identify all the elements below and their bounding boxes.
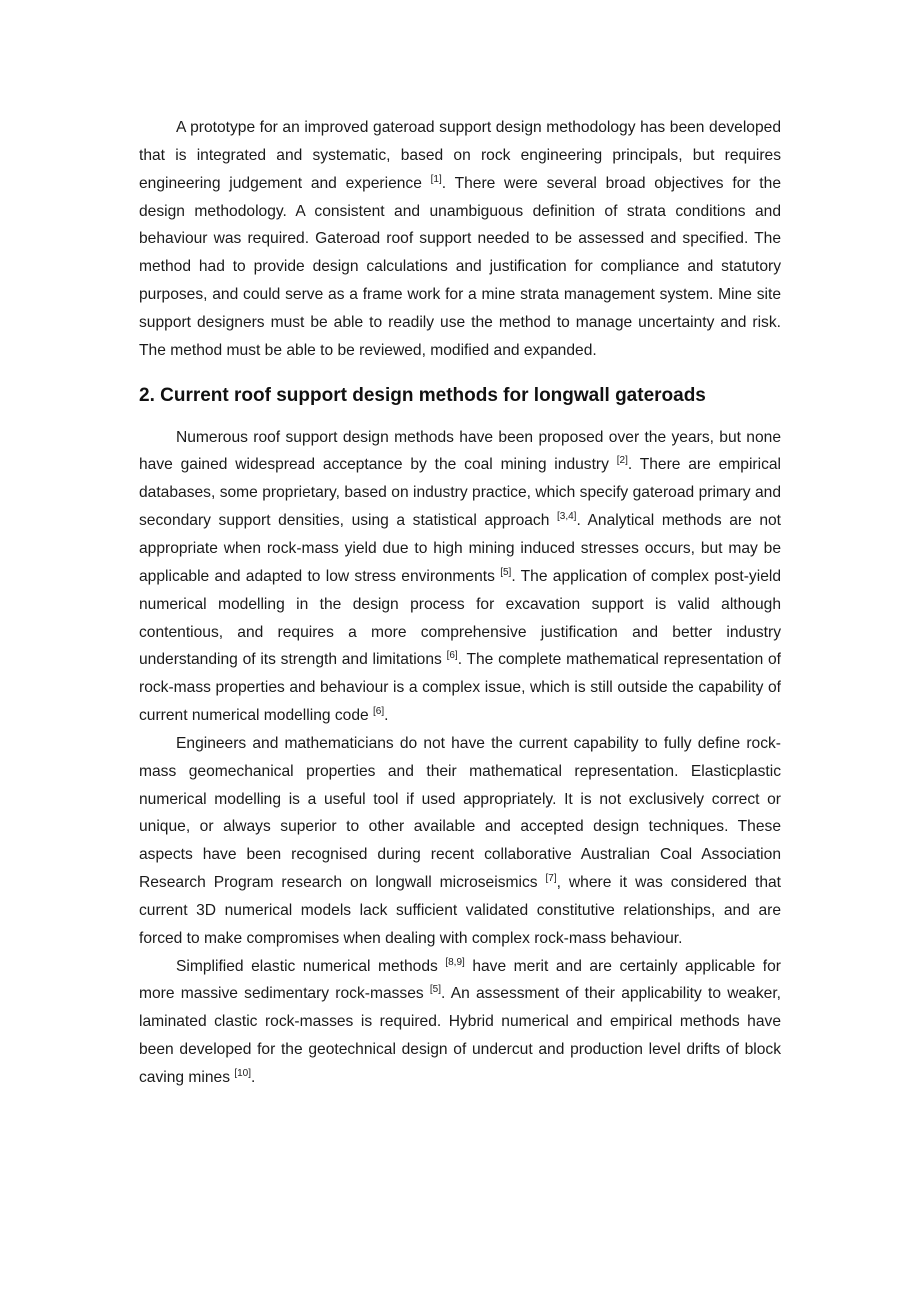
citation-ref: [5] <box>429 984 442 996</box>
paragraph-text: . The complete mathematical representation of rock-mass properties and behaviour is a complex issue, which is still outside the capability of current numerical modelling code <box>139 651 781 725</box>
paragraph-text: , where it was considered that current 3D numerical models lack sufficient validated constitutive relationships, and are forced to make compromises when dealing with complex rock-mass behaviour. <box>139 874 782 947</box>
section-heading: 2. Current roof support design methods for longwall gateroads <box>139 384 706 406</box>
paragraph-text: Simplified elastic numerical methods <box>176 957 446 975</box>
section2-paragraph-1 <box>139 424 781 730</box>
intro-text-a: A prototype for an improved gateroad support design methodology has been developed that is integrated and systematic, based on rock engineering principals, but requires engineering judgement and experience <box>139 119 781 192</box>
paragraph-text: Numerous roof support design methods have been proposed over the years, but none have gained widespread acceptance by the coal mining industry <box>139 428 781 474</box>
citation-ref: [6] <box>446 650 458 662</box>
citation-ref: [3,4] <box>556 511 577 523</box>
citation-ref: [5] <box>500 566 512 578</box>
paragraph-text: . There are empirical databases, some proprietary, based on industry practice, which specify gateroad primary and secondary support densities, using a statistical approach <box>139 456 782 530</box>
paragraph-text: . Analytical methods are not appropriate when rock-mass yield due to high mining induced stresses occurs, but may be applicable and adapted to low stress environments <box>139 512 781 585</box>
citation-ref: [10] <box>234 1068 252 1079</box>
intro-paragraph <box>139 114 781 365</box>
citation-ref: [2] <box>616 455 628 467</box>
paragraph-text: . <box>384 707 389 725</box>
section2-paragraph-2 <box>139 730 781 953</box>
paragraph-text: Engineers and mathematicians do not have the current capability to fully define rock-mass geomechanical properties and their mathematical representation. Elasticplastic numerical modelling is a useful tool if used appropriately. It is not exclusively correct or unique, or always superior to other available and accepted design techniques. These aspects have been recognised during recent collaborative Australian Coal Association Research Program research on longwall microseismics <box>139 734 781 892</box>
document-page <box>139 114 781 1092</box>
citation-ref: [6] <box>373 706 385 718</box>
paragraph-text: have merit and are certainly applicable for more massive sedimentary rock-masses <box>139 957 781 1003</box>
paragraph-text: . The application of complex post-yield numerical modelling in the design process for excavation support is valid although contentious, and requires a more comprehensive justification and better industry understanding of its strength and limitations <box>139 567 782 669</box>
paragraph-text: . An assessment of their applicability to weaker, laminated clastic rock-masses is required. Hybrid numerical and empirical methods have been developed for the geotechnical design of undercut and production level drifts of block caving mines <box>139 985 781 1086</box>
citation-ref: [1] <box>430 173 442 185</box>
paragraph-text: . <box>251 1069 256 1086</box>
section2-paragraph-3 <box>139 953 781 1092</box>
citation-ref: [7] <box>545 873 557 885</box>
citation-ref: [8,9] <box>445 956 465 968</box>
intro-text-b: . There were several broad objectives for the design methodology. A consistent and unambiguous definition of strata conditions and behaviour was required. Gateroad roof support needed to be assessed and specified. The method had to provide design calculations and justification for compliance and statutory purposes, and could serve as a frame work for a mine strata management system. Mine site support designers must be able to readily use the method to manage uncertainty and risk. The method must be able to be reviewed, modified and expanded. <box>139 174 781 359</box>
